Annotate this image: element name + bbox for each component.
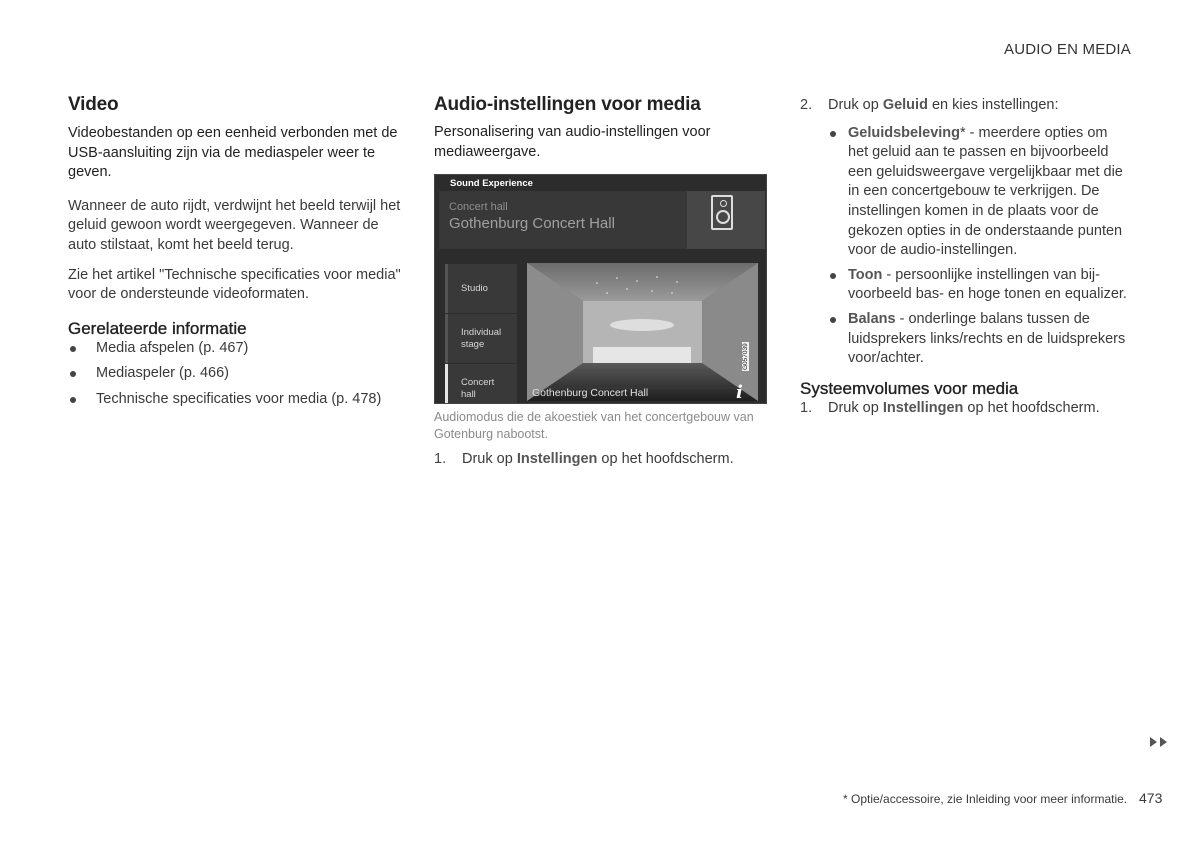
figure-ref-code: G057039 — [742, 343, 749, 370]
step-item: 1. Druk op Instellingen op het hoofdscherm. — [800, 399, 1130, 419]
bullet-icon — [70, 346, 76, 352]
video-section — [68, 94, 402, 416]
option-name: Geluidsbeleving — [848, 124, 960, 141]
step-item: 2. Druk op Geluid en kies instellingen: — [800, 96, 1130, 116]
speaker-icon — [711, 195, 733, 230]
related-link[interactable]: Technische specificaties voor media (p. 478) — [68, 390, 402, 410]
sound-options-list — [800, 124, 1130, 369]
related-link[interactable]: Media afspelen (p. 467) — [68, 339, 402, 359]
bullet-icon — [70, 397, 76, 403]
page-number: 473 — [1139, 790, 1163, 806]
ui-label-instellingen: Instellingen — [516, 451, 598, 467]
footnote: * Optie/accessoire, zie Inleiding voor meer informatie. — [843, 792, 1128, 806]
tab-studio: Studio — [445, 264, 517, 313]
step-number: 2. — [800, 97, 813, 113]
audio-title: Audio-instellingen voor media — [434, 94, 701, 115]
tab-concert-hall: Concert hall — [445, 364, 517, 404]
audio-steps — [434, 450, 774, 470]
tab-individual-stage: Individual stage — [445, 314, 517, 363]
bullet-icon — [830, 131, 836, 137]
step-item: 1. Druk op Instellingen op het hoofdscherm. — [434, 450, 774, 470]
concert-hall-image — [527, 263, 758, 401]
option-name: Balans — [848, 310, 896, 327]
related-info-heading: Gerelateerde informatie — [68, 318, 247, 338]
ui-label-geluid: Geluid — [882, 97, 928, 113]
video-lead: Videobestanden op een eenheid verbonden met de USB-aansluiting zijn via de mediaspeler weer te geven. — [68, 125, 398, 181]
screen-venue: Gothenburg Concert Hall — [449, 215, 615, 232]
step-number: 1. — [434, 451, 447, 467]
audio-section — [434, 94, 774, 162]
option-item: Geluidsbeleving* - meerdere opties om het geluid aan te passen en bijvoorbeeld een geluidsweergave vergelijkbaar met die in een concertgebouw te verkrijgen. De instellingen komen in de plaats voor de gekozen opties in de onderstaande punten voor de audio-instellingen. — [828, 124, 1130, 261]
ui-label-instellingen: Instellingen — [882, 399, 964, 416]
video-paragraph: Wanneer de auto rijdt, verdwijnt het beeld terwijl het geluid gewoon wordt weergegeven. Wanneer de auto stilstaat, komt het beeld terug. — [68, 197, 401, 253]
video-paragraph: Zie het artikel "Technische specificaties voor media" voor de ondersteunde videoformaten. — [68, 266, 401, 303]
system-volumes-heading: Systeemvolumes voor media — [800, 378, 1019, 398]
screen-title: Sound Experience — [450, 178, 533, 189]
audio-settings-column — [800, 96, 1130, 418]
video-title: Video — [68, 94, 119, 115]
image-caption: Gothenburg Concert Hall — [532, 387, 649, 399]
figure-caption: Audiomodus die de akoestiek van het concertgebouw van Gotenburg nabootst. — [434, 410, 754, 441]
option-name: Toon — [848, 266, 883, 283]
bullet-icon — [830, 317, 836, 323]
option-item: Toon - persoonlijke instellingen van bijvoorbeeld bas- en hoge tonen en equalizer. — [828, 266, 1130, 305]
audio-lead: Personalisering van audio-instellingen voor mediaweergave. — [434, 124, 711, 160]
step-number: 1. — [800, 399, 813, 416]
info-icon: i — [736, 382, 743, 403]
option-item: Balans - onderlinge balans tussen de luidsprekers links/rechts en de luidsprekers voor/achter. — [828, 310, 1130, 369]
bullet-icon — [70, 371, 76, 377]
screen-category: Concert hall — [449, 201, 508, 213]
related-link[interactable]: Mediaspeler (p. 466) — [68, 364, 402, 384]
sound-experience-screenshot — [434, 174, 767, 404]
bullet-icon — [830, 273, 836, 279]
section-header: AUDIO EN MEDIA — [1004, 41, 1131, 58]
double-arrow-right-icon — [1149, 736, 1169, 748]
related-list — [68, 339, 402, 410]
